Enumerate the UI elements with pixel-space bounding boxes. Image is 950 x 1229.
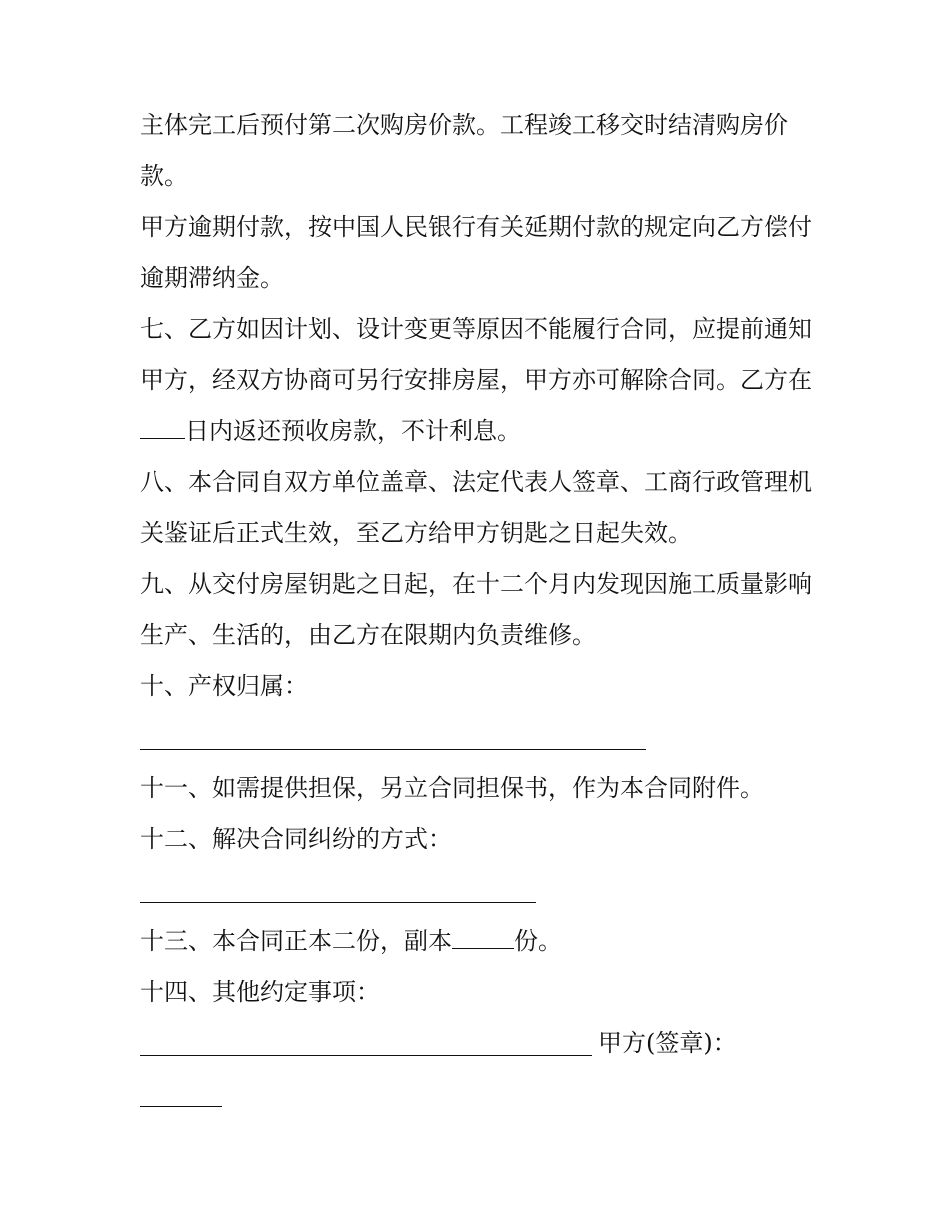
clause-13 [140, 916, 820, 967]
clause-14: 十四、其他约定事项： [140, 978, 380, 1006]
fill-in-line [140, 749, 646, 750]
clause-11: 十一、如需提供担保，另立合同担保书，作为本合同附件。 [140, 774, 764, 802]
property-rights-blank-line [140, 712, 820, 763]
dispute-resolution-blank-line [140, 865, 820, 916]
paragraph-payment-schedule: 主体完工后预付第二次购房价款。工程竣工移交时结清购房价款。 [140, 111, 788, 190]
clause-13-text-start: 十三、本合同正本二份，副本 [140, 927, 452, 955]
clause-9: 九、从交付房屋钥匙之日起，在十二个月内发现因施工质量影响生产、生活的，由乙方在限期内负责维修。 [140, 570, 812, 649]
clause-13-text-end: 份。 [514, 927, 562, 955]
fill-in-line [140, 1106, 222, 1107]
clause-8: 八、本合同自双方单位盖章、法定代表人签章、工商行政管理机关鉴证后正式生效，至乙方给甲方钥匙之日起失效。 [140, 468, 812, 547]
paragraph-late-payment: 甲方逾期付款，按中国人民银行有关延期付款的规定向乙方偿付逾期滞纳金。 [140, 213, 812, 292]
clause-7-text-start: 七、乙方如因计划、设计变更等原因不能履行合同，应提前通知甲方，经双方协商可另行安排房屋，甲方亦可解除合同。乙方在 [140, 315, 812, 394]
contract-body [140, 100, 820, 1120]
party-a-signature-label: 甲方(签章)： [598, 1029, 737, 1057]
clause-7 [140, 304, 820, 457]
fill-in-line [140, 902, 536, 903]
clause-10: 十、产权归属： [140, 672, 308, 700]
fill-in-line [140, 1055, 592, 1056]
signature-blank-line [140, 1069, 820, 1120]
clause-12: 十二、解决合同纠纷的方式： [140, 825, 452, 853]
copies-blank [452, 918, 514, 949]
other-matters-and-signature-row [140, 1018, 820, 1069]
clause-7-text-end: 日内返还预收房款，不计利息。 [185, 417, 521, 445]
days-blank [140, 408, 185, 439]
